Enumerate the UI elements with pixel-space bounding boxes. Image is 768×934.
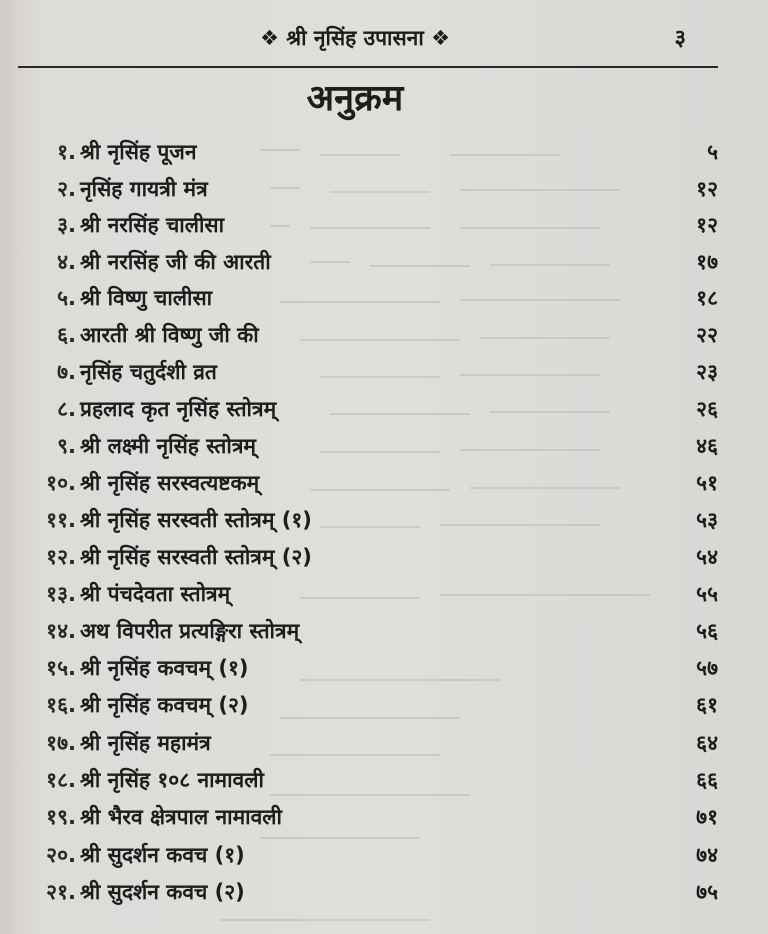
toc-row bbox=[0, 432, 768, 468]
toc-entry-number: १८. bbox=[46, 768, 76, 792]
toc-row bbox=[0, 580, 768, 616]
toc-entry-number: ११. bbox=[46, 508, 76, 532]
toc-entry-title: श्री भैरव क्षेत्रपाल नामावली bbox=[80, 805, 282, 829]
toc-entry-title: श्री नृसिंह कवचम् (२) bbox=[80, 693, 249, 717]
page-number: ३ bbox=[674, 26, 686, 51]
toc-entry-title: आरती श्री विष्णु जी की bbox=[80, 323, 259, 347]
toc-row bbox=[0, 321, 768, 357]
toc-entry-title: श्री नरसिंह चालीसा bbox=[80, 213, 225, 237]
toc-entry-page: १८ bbox=[696, 286, 718, 310]
toc-entry-page: १७ bbox=[696, 250, 718, 274]
toc-entry-number: ४. bbox=[57, 250, 76, 274]
toc-entry-number: २. bbox=[57, 177, 76, 201]
toc-entry-page: ६१ bbox=[696, 693, 718, 717]
toc-entry-number: ५. bbox=[57, 286, 76, 310]
toc-entry-title: श्री नृसिंह सरस्वती स्तोत्रम् (१) bbox=[80, 508, 312, 532]
toc-entry-title: अथ विपरीत प्रत्यङ्गिरा स्तोत्रम् bbox=[80, 619, 300, 643]
toc-entry-page: ४६ bbox=[696, 434, 718, 458]
toc-heading: अनुक्रम bbox=[306, 78, 404, 119]
toc-row bbox=[0, 358, 768, 394]
toc-entry-page: ५४ bbox=[696, 545, 718, 569]
toc-entry-number: १६. bbox=[46, 693, 76, 717]
toc-entry-page: ५ bbox=[707, 140, 718, 164]
toc-row bbox=[0, 175, 768, 211]
toc-entry-title: श्री नृसिंह कवचम् (१) bbox=[80, 656, 249, 680]
toc-entry-page: २३ bbox=[696, 360, 718, 384]
toc-row bbox=[0, 803, 768, 839]
toc-entry-title: श्री नृसिंह सरस्वती स्तोत्रम् (२) bbox=[80, 545, 312, 569]
toc-row bbox=[0, 654, 768, 690]
toc-entry-title: श्री नृसिंह महामंत्र bbox=[80, 731, 211, 755]
toc-entry-number: ९. bbox=[57, 434, 76, 458]
toc-entry-page: १२ bbox=[696, 177, 718, 201]
toc-entry-page: ६६ bbox=[696, 768, 718, 792]
toc-entry-number: १०. bbox=[46, 471, 76, 495]
toc-row bbox=[0, 469, 768, 505]
toc-entry-number: ६. bbox=[57, 323, 76, 347]
toc-entry-number: ७. bbox=[57, 360, 76, 384]
toc-entry-number: १२. bbox=[46, 545, 76, 569]
toc-entry-title: नृसिंह गायत्री मंत्र bbox=[80, 177, 208, 201]
toc-entry-number: १५. bbox=[46, 656, 76, 680]
toc-entry-page: ५५ bbox=[696, 582, 718, 606]
running-header-title: ❖ श्री नृसिंह उपासना ❖ bbox=[260, 26, 450, 50]
toc-entry-number: १. bbox=[57, 140, 76, 164]
toc-row bbox=[0, 543, 768, 579]
toc-row bbox=[0, 617, 768, 653]
toc-entry-title: श्री सुदर्शन कवच (१) bbox=[80, 843, 245, 867]
toc-entry-title: श्री सुदर्शन कवच (२) bbox=[80, 880, 245, 904]
toc-entry-page: २६ bbox=[696, 397, 718, 421]
toc-entry-title: श्री नरसिंह जी की आरती bbox=[80, 250, 271, 274]
toc-row bbox=[0, 691, 768, 727]
toc-row bbox=[0, 729, 768, 765]
toc-entry-number: १७. bbox=[46, 731, 76, 755]
toc-entry-page: १२ bbox=[696, 213, 718, 237]
toc-entry-title: प्रहलाद कृत नृसिंह स्तोत्रम् bbox=[80, 397, 277, 421]
toc-entry-page: ५३ bbox=[696, 508, 718, 532]
toc-entry-page: ५६ bbox=[696, 619, 718, 643]
toc-row bbox=[0, 138, 768, 174]
toc-entry-page: २२ bbox=[696, 323, 718, 347]
toc-row bbox=[0, 878, 768, 914]
toc-row bbox=[0, 766, 768, 802]
toc-entry-number: १९. bbox=[46, 805, 76, 829]
toc-entry-page: ७१ bbox=[696, 805, 718, 829]
toc-row bbox=[0, 248, 768, 284]
toc-row bbox=[0, 284, 768, 320]
toc-row bbox=[0, 506, 768, 542]
toc-entry-number: ३. bbox=[57, 213, 76, 237]
toc-row bbox=[0, 841, 768, 877]
toc-entry-title: श्री नृसिंह १०८ नामावली bbox=[80, 768, 264, 792]
toc-entry-number: २१. bbox=[46, 880, 76, 904]
toc-entry-page: ५७ bbox=[696, 656, 718, 680]
toc-entry-page: ५१ bbox=[696, 471, 718, 495]
toc-entry-page: ७४ bbox=[696, 843, 718, 867]
toc-entry-title: श्री विष्णु चालीसा bbox=[80, 286, 213, 310]
toc-entry-number: १४. bbox=[46, 619, 76, 643]
toc-entry-title: श्री पंचदेवता स्तोत्रम् bbox=[80, 582, 231, 606]
toc-entry-title: श्री नृसिंह पूजन bbox=[80, 140, 197, 164]
toc-row bbox=[0, 211, 768, 247]
toc-entry-title: नृसिंह चतुर्दशी व्रत bbox=[80, 360, 217, 384]
toc-entry-title: श्री लक्ष्मी नृसिंह स्तोत्रम् bbox=[80, 434, 256, 458]
toc-entry-page: ७५ bbox=[696, 880, 718, 904]
toc-entry-number: १३. bbox=[46, 582, 76, 606]
toc-entry-number: २०. bbox=[46, 843, 76, 867]
toc-entry-number: ८. bbox=[57, 397, 76, 421]
toc-entry-title: श्री नृसिंह सरस्वत्यष्टकम् bbox=[80, 471, 260, 495]
toc-row bbox=[0, 395, 768, 431]
toc-entry-page: ६४ bbox=[696, 731, 718, 755]
